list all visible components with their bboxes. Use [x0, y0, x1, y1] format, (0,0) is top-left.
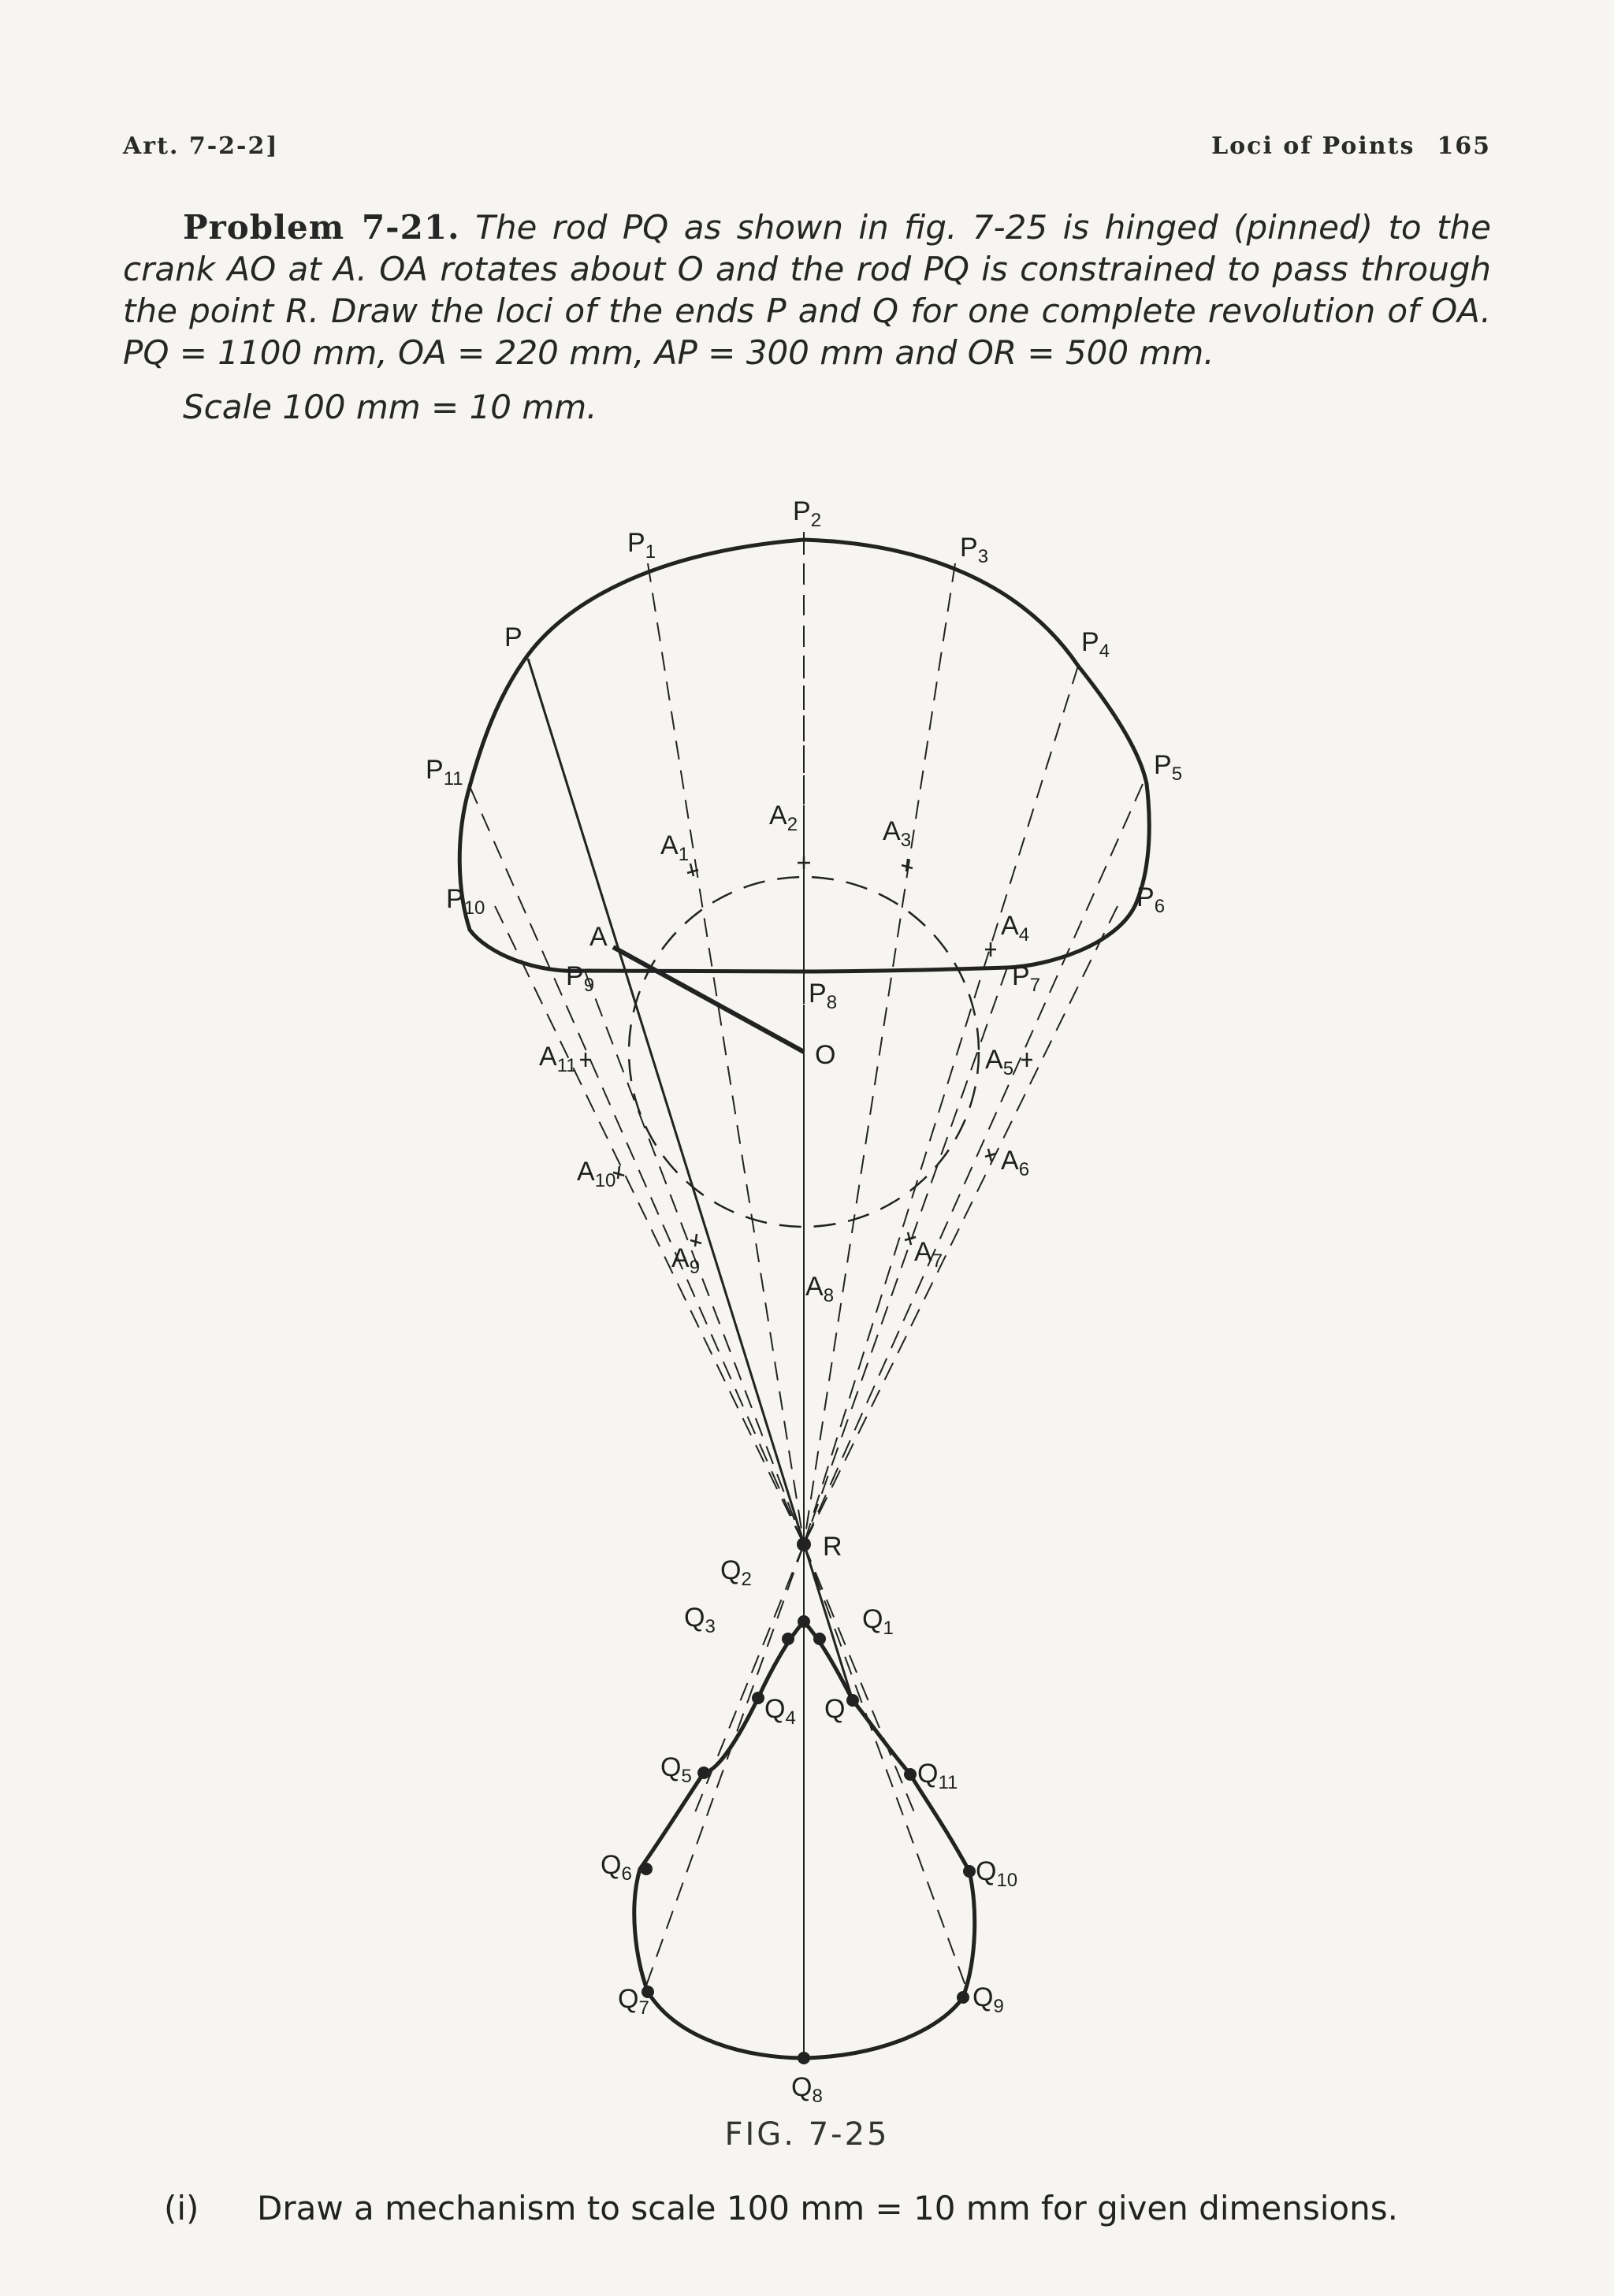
label-q3: $Q_3$ [684, 1603, 716, 1637]
point-q9 [957, 1991, 969, 2004]
label-a5: $A_5$ [985, 1045, 1014, 1079]
label-q4: $Q_4$ [764, 1694, 796, 1729]
label-p7: $P_7$ [1012, 961, 1041, 996]
label-q7: $Q_7$ [618, 1984, 649, 2019]
step-label: (i) [164, 2189, 199, 2227]
figure-caption: FIG. 7-25 [724, 2116, 890, 2153]
point-q10 [963, 1865, 976, 1878]
label-q: Q [824, 1694, 846, 1724]
construction-line-5 [804, 784, 1143, 1544]
point-r [797, 1537, 811, 1551]
label-a11: $A_{11}$ [539, 1042, 577, 1076]
label-q11: $Q_{11}$ [917, 1759, 958, 1793]
label-p4: $P_4$ [1081, 627, 1110, 662]
label-a9: $A_9$ [671, 1243, 701, 1278]
step-item [164, 2189, 1398, 2227]
label-p6: $P_6$ [1136, 882, 1166, 917]
construction-line-1 [648, 563, 804, 1544]
construction-lines [470, 536, 1143, 1986]
construction-line-4 [804, 666, 1078, 1544]
construction-line-6 [804, 906, 1118, 1544]
problem-text: The rod PQ as shown in fig. 7-25 is hinged (pinned) to the crank AO at A. OA rotates about O and the rod PQ is constrained to pass through the point R. Draw the loci of the ends P and Q for one complete revolution of OA. PQ = 1100 mm, OA = 220 mm, AP = 300 mm and OR = 500 mm. [123, 208, 1492, 372]
construction-line-10 [495, 906, 804, 1544]
page-number: 165 [1437, 132, 1491, 160]
label-a3: $A_3$ [883, 816, 912, 851]
label-a2: $A_2$ [769, 801, 798, 835]
construction-line-q-right [804, 1544, 965, 1986]
point-q [846, 1694, 859, 1707]
label-r: R [823, 1532, 842, 1562]
construction-line-q-11 [804, 1544, 914, 1812]
mark-a9 [690, 1234, 701, 1246]
a-point-marks [580, 856, 1032, 1246]
point-q3 [782, 1633, 794, 1645]
point-q7 [642, 1986, 654, 1998]
chapter-title: Loci of Points [1211, 132, 1415, 160]
label-p2: $P_2$ [793, 496, 822, 531]
label-p1: $P_1$ [627, 528, 656, 563]
label-p10: $P_{10}$ [446, 884, 485, 919]
construction-line-11 [470, 786, 804, 1544]
label-q1: $Q_1$ [862, 1604, 894, 1639]
mark-a4 [985, 942, 996, 957]
label-a: A [589, 922, 608, 952]
article-reference: Art. 7-2-2] [123, 132, 279, 160]
scale-note: Scale 100 mm = 10 mm. [183, 388, 597, 426]
label-a10: $A_{10}$ [577, 1157, 616, 1191]
label-a1: $A_1$ [660, 830, 690, 865]
point-q4 [752, 1692, 764, 1704]
label-q9: $Q_9$ [972, 1982, 1004, 2017]
label-p: P [504, 622, 523, 652]
label-q2: $Q_2$ [720, 1555, 752, 1590]
label-p3: $P_3$ [960, 533, 989, 567]
label-p5: $P_5$ [1154, 750, 1183, 785]
point-q8 [798, 2052, 810, 2064]
label-q8: $Q_8$ [791, 2072, 823, 2107]
step-text: Draw a mechanism to scale 100 mm = 10 mm for given dimensions. [257, 2189, 1398, 2227]
label-a7: $A_7$ [914, 1237, 943, 1272]
label-q10: $Q_{10}$ [976, 1856, 1018, 1891]
label-o: O [815, 1040, 836, 1070]
point-q1 [813, 1633, 826, 1645]
mark-a3 [902, 859, 913, 871]
point-q11 [904, 1768, 917, 1781]
point-q5 [697, 1767, 710, 1779]
label-p9: $P_9$ [566, 961, 595, 996]
label-a4: $A_4$ [1001, 911, 1030, 946]
mark-a5 [1021, 1053, 1032, 1067]
mark-a2 [798, 856, 810, 869]
problem-number: Problem 7-21. [183, 208, 460, 247]
label-a8: $A_8$ [805, 1272, 835, 1306]
label-p11: $P_{11}$ [426, 755, 463, 789]
label-q6: $Q_6$ [601, 1850, 632, 1885]
label-a6: $A_6$ [1001, 1146, 1030, 1180]
point-q6 [640, 1863, 653, 1875]
point-q2 [798, 1615, 810, 1628]
label-p8: $P_8$ [809, 979, 838, 1013]
crank-oa [613, 947, 804, 1052]
mark-a11 [580, 1053, 591, 1067]
label-q5: $Q_5$ [660, 1752, 692, 1787]
